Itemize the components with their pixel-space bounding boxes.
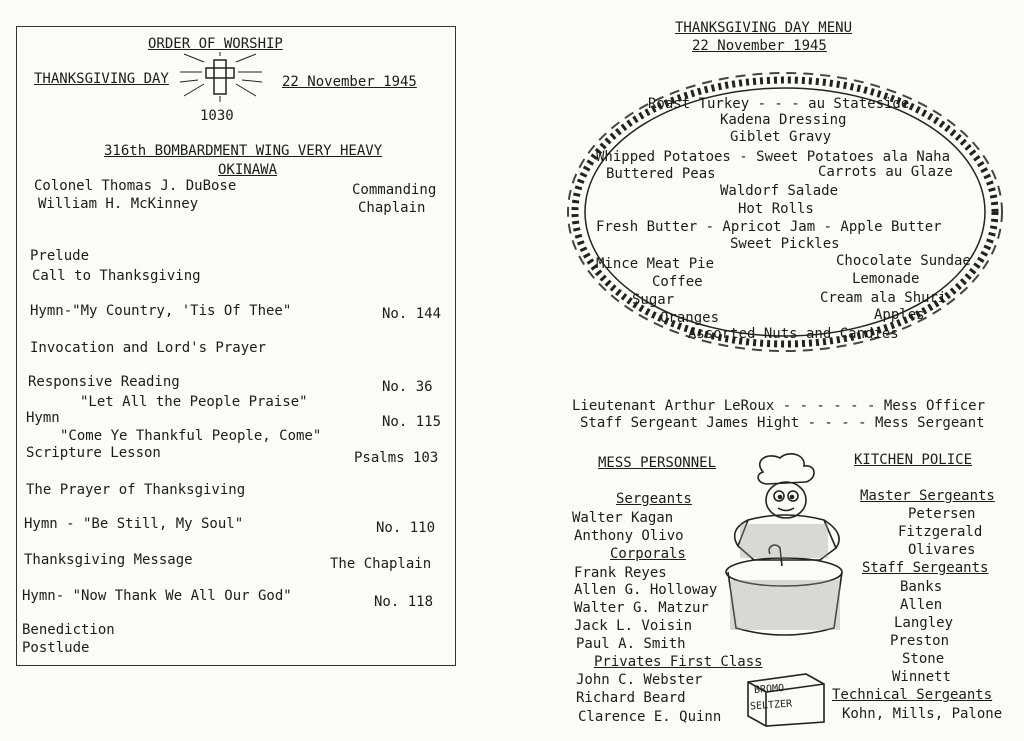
menu-item-coffee: Coffee xyxy=(652,274,703,290)
worship-heading: ORDER OF WORSHIP xyxy=(148,36,283,52)
menu-item-peas: Buttered Peas xyxy=(606,166,716,182)
prelude: Prelude xyxy=(30,248,90,264)
technical-sergeants-heading: Technical Sergeants xyxy=(832,687,993,703)
box-label-line1: BROMO xyxy=(753,682,785,697)
responsive-reading-number: No. 36 xyxy=(382,379,433,395)
menu-item-potatoes: Whipped Potatoes - Sweet Potatoes ala Naha xyxy=(596,149,951,165)
hymn-1: Hymn-"My Country, 'Tis Of Thee" xyxy=(30,303,292,319)
menu-item-roast-turkey: Roast Turkey - - - au Stateside xyxy=(648,96,910,112)
box-label-line2: SELTZER xyxy=(749,698,793,713)
officer-name-2: William H. McKinney xyxy=(38,196,199,212)
technical-sergeants-list: Kohn, Mills, Palone xyxy=(842,706,1003,722)
officer-role-1: Commanding xyxy=(352,182,437,198)
staff-sergeant-4: Preston xyxy=(890,633,950,649)
hymn-2-title: "Come Ye Thankful People, Come" xyxy=(60,428,322,444)
corporal-5: Paul A. Smith xyxy=(576,636,686,652)
menu-item-nuts-candies: Assorted Nuts and Candies xyxy=(688,326,899,342)
worship-unit-line1: 316th BOMBARDMENT WING VERY HEAVY xyxy=(104,143,383,159)
chef-illustration xyxy=(708,450,862,650)
staff-sergeant-2: Allen xyxy=(900,597,943,613)
master-sergeant-2: Fitzgerald xyxy=(898,524,983,540)
sergeant-2: Anthony Olivo xyxy=(574,528,684,544)
sergeants-heading: Sergeants xyxy=(616,491,692,507)
kitchen-police-heading: KITCHEN POLICE xyxy=(854,452,973,468)
staff-sergeant-3: Langley xyxy=(894,615,954,631)
menu-item-gravy: Giblet Gravy xyxy=(730,129,832,145)
menu-item-pickles: Sweet Pickles xyxy=(730,236,840,252)
master-sergeant-3: Olivares xyxy=(908,542,976,558)
scripture-reference: Psalms 103 xyxy=(354,450,439,466)
menu-heading: THANKSGIVING DAY MENU xyxy=(675,20,853,36)
hymn-4-number: No. 118 xyxy=(374,594,434,610)
menu-date: 22 November 1945 xyxy=(692,38,827,54)
menu-item-oranges: Oranges xyxy=(660,310,720,326)
worship-occasion: THANKSGIVING DAY xyxy=(34,71,169,87)
worship-date: 22 November 1945 xyxy=(282,74,417,90)
postlude: Postlude xyxy=(22,640,90,656)
menu-item-dressing: Kadena Dressing xyxy=(720,112,847,128)
menu-item-mince-pie: Mince Meat Pie xyxy=(596,256,715,272)
menu-item-apples: Apples xyxy=(874,307,925,323)
private-3: Clarence E. Quinn xyxy=(578,709,722,725)
thanksgiving-message: Thanksgiving Message xyxy=(24,552,193,568)
corporals-heading: Corporals xyxy=(610,546,686,562)
menu-item-salad: Waldorf Salade xyxy=(720,183,839,199)
master-sergeants-heading: Master Sergeants xyxy=(860,488,995,504)
corporal-3: Walter G. Matzur xyxy=(574,600,709,616)
menu-item-rolls: Hot Rolls xyxy=(738,201,814,217)
hymn-1-number: No. 144 xyxy=(382,306,442,322)
hymn-2-number: No. 115 xyxy=(382,414,442,430)
prayer-of-thanksgiving: The Prayer of Thanksgiving xyxy=(26,482,246,498)
sergeant-1: Walter Kagan xyxy=(572,510,674,526)
responsive-reading: Responsive Reading xyxy=(28,374,180,390)
scripture-lesson: Scripture Lesson xyxy=(26,445,161,461)
menu-item-sundae: Chocolate Sundae xyxy=(836,253,971,269)
mess-officer-line: Lieutenant Arthur LeRoux - - - - - - Mess Officer xyxy=(572,398,986,414)
benediction: Benediction xyxy=(22,622,115,638)
bromo-seltzer-box-illustration xyxy=(742,666,830,728)
worship-time: 1030 xyxy=(200,108,234,124)
hymn-4: Hymn- "Now Thank We All Our God" xyxy=(22,588,292,604)
corporal-1: Frank Reyes xyxy=(574,565,667,581)
staff-sergeants-heading: Staff Sergeants xyxy=(862,560,989,576)
menu-item-cream: Cream ala Shuri xyxy=(820,290,947,306)
staff-sergeant-1: Banks xyxy=(900,579,943,595)
responsive-reading-title: "Let All the People Praise" xyxy=(80,394,308,410)
call-to-thanksgiving: Call to Thanksgiving xyxy=(32,268,201,284)
mess-personnel-heading: MESS PERSONNEL xyxy=(598,455,717,471)
privates-heading: Privates First Class xyxy=(594,654,763,670)
menu-item-lemonade: Lemonade xyxy=(852,271,920,287)
message-by: The Chaplain xyxy=(330,556,432,572)
corporal-4: Jack L. Voisin xyxy=(574,618,693,634)
master-sergeant-1: Petersen xyxy=(908,506,976,522)
menu-item-carrots: Carrots au Glaze xyxy=(818,164,953,180)
officer-role-2: Chaplain xyxy=(358,200,426,216)
cross-icon xyxy=(178,52,264,102)
hymn-2: Hymn xyxy=(26,410,60,426)
hymn-3: Hymn - "Be Still, My Soul" xyxy=(24,516,244,532)
staff-sergeant-6: Winnett xyxy=(892,669,952,685)
private-1: John C. Webster xyxy=(576,672,703,688)
worship-unit-line2: OKINAWA xyxy=(218,162,278,178)
private-2: Richard Beard xyxy=(576,690,686,706)
hymn-3-number: No. 110 xyxy=(376,520,436,536)
corporal-2: Allen G. Holloway xyxy=(574,582,718,598)
invocation: Invocation and Lord's Prayer xyxy=(30,340,267,356)
mess-sergeant-line: Staff Sergeant James Hight - - - - Mess Sergeant xyxy=(580,415,985,431)
menu-item-sugar: Sugar xyxy=(632,292,675,308)
staff-sergeant-5: Stone xyxy=(902,651,945,667)
menu-item-butter: Fresh Butter - Apricot Jam - Apple Butter xyxy=(596,219,942,235)
officer-name-1: Colonel Thomas J. DuBose xyxy=(34,178,237,194)
